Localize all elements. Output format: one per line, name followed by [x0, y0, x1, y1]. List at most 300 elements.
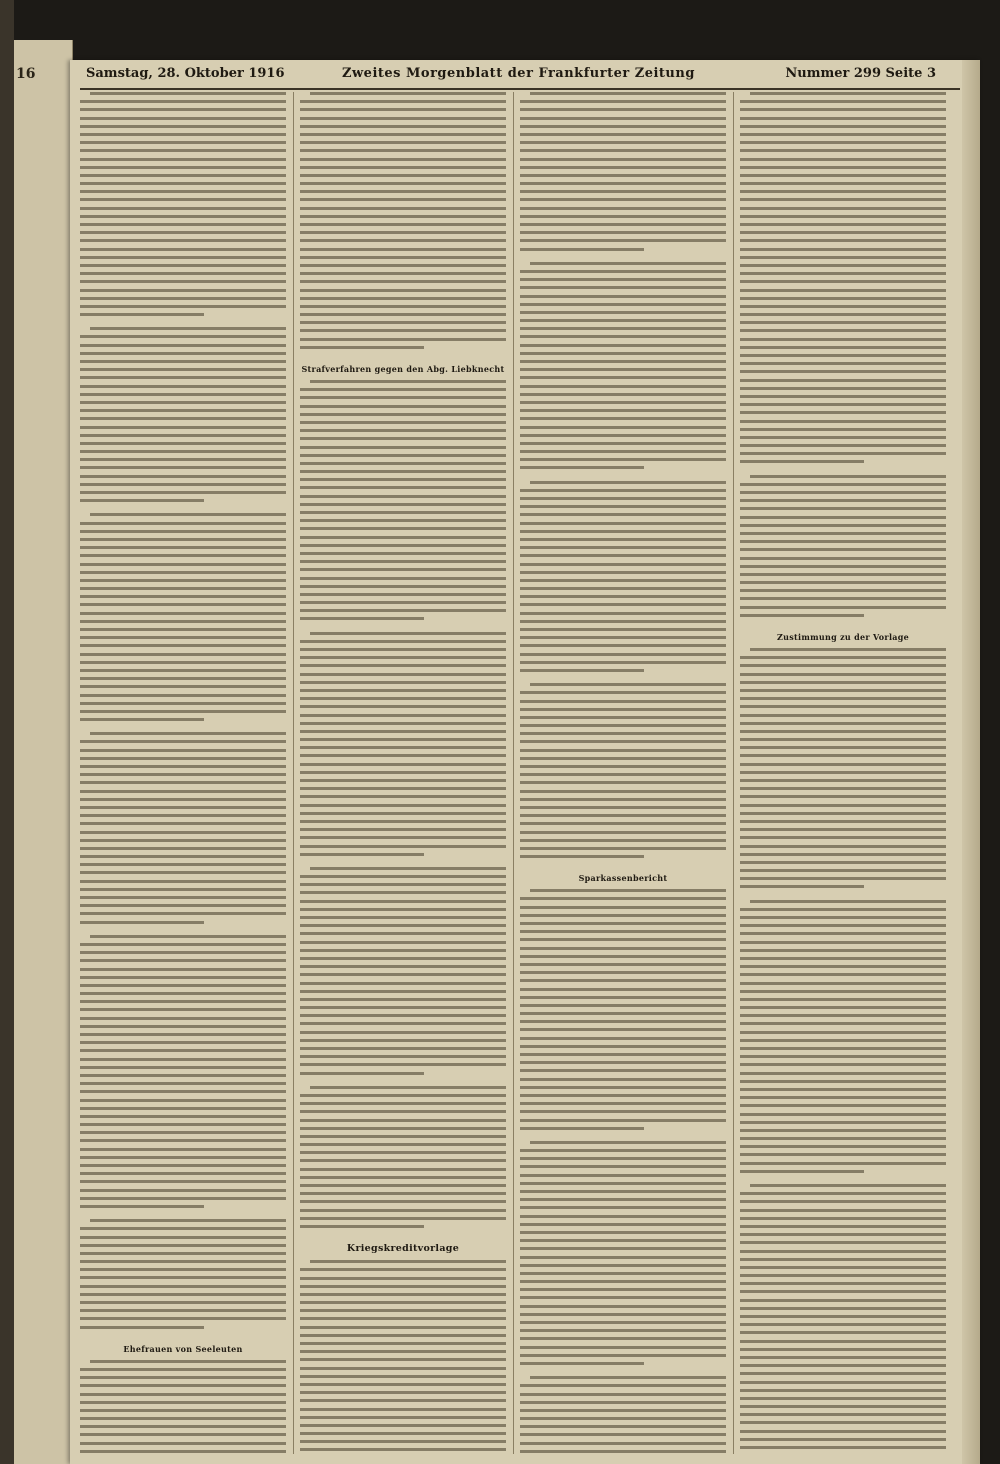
text-line	[300, 1119, 506, 1122]
text-line	[300, 125, 506, 128]
text-line	[740, 1290, 946, 1293]
text-line	[740, 957, 946, 960]
text-line	[740, 908, 946, 911]
text-line	[740, 491, 946, 494]
text-line	[740, 804, 946, 807]
text-line	[520, 335, 726, 338]
text-line	[80, 475, 286, 478]
text-line	[80, 1172, 286, 1175]
text-line	[300, 1424, 506, 1427]
text-line	[80, 912, 286, 915]
text-line	[80, 1197, 286, 1200]
text-line	[740, 795, 946, 798]
text-line	[80, 814, 286, 817]
text-line	[80, 1164, 286, 1167]
text-line	[80, 100, 286, 103]
text-line	[300, 1110, 506, 1113]
text-line	[520, 1110, 726, 1113]
text-line	[80, 749, 286, 752]
text-line	[740, 820, 946, 823]
text-line	[300, 609, 506, 612]
text-line	[520, 1450, 726, 1453]
text-line	[80, 628, 286, 631]
text-line	[80, 190, 286, 193]
text-line	[300, 1135, 506, 1138]
text-line	[740, 264, 946, 267]
text-line	[80, 368, 286, 371]
text-line	[520, 749, 726, 752]
text-line	[520, 522, 726, 525]
text-line	[520, 538, 726, 541]
text-line	[520, 855, 644, 858]
text-line	[520, 661, 726, 664]
text-line	[80, 718, 204, 721]
paragraph-gap	[300, 354, 506, 360]
text-line	[740, 1274, 946, 1277]
text-line	[300, 454, 506, 457]
text-line	[300, 949, 506, 952]
text-line	[300, 891, 506, 894]
text-line	[520, 1094, 726, 1097]
text-line	[740, 557, 946, 560]
text-line	[300, 256, 506, 259]
text-line	[300, 503, 506, 506]
text-line	[520, 1239, 726, 1242]
text-line	[300, 329, 506, 332]
text-line	[80, 740, 286, 743]
text-line	[80, 798, 286, 801]
text-line	[80, 158, 286, 161]
text-line	[300, 207, 506, 210]
text-line	[80, 1058, 286, 1061]
text-line	[80, 174, 286, 177]
text-line	[520, 1102, 726, 1105]
text-line	[740, 1258, 946, 1261]
text-line	[80, 702, 286, 705]
text-line	[80, 272, 286, 275]
text-line	[740, 714, 946, 717]
text-line	[520, 1264, 726, 1267]
text-line	[740, 540, 946, 543]
text-line	[80, 434, 286, 437]
text-line	[740, 1372, 946, 1375]
text-line	[300, 215, 506, 218]
text-line	[80, 992, 286, 995]
text-line	[520, 1012, 726, 1015]
text-line	[740, 141, 946, 144]
text-line	[300, 714, 506, 717]
column-3	[520, 92, 726, 1454]
text-line	[740, 362, 946, 365]
text-line	[520, 239, 726, 242]
text-line	[740, 990, 946, 993]
text-line	[740, 885, 864, 888]
text-line	[520, 1425, 726, 1428]
paragraph-gap	[520, 863, 726, 869]
text-line	[740, 861, 946, 864]
text-line	[740, 597, 946, 600]
text-line	[520, 207, 726, 210]
text-line	[740, 280, 946, 283]
text-line	[300, 1151, 506, 1154]
column-rule	[293, 92, 294, 1454]
text-line	[300, 585, 506, 588]
text-line	[520, 198, 726, 201]
text-line	[300, 437, 506, 440]
text-line	[740, 100, 946, 103]
text-line	[80, 108, 286, 111]
text-line	[740, 916, 946, 919]
text-line	[80, 847, 286, 850]
text-line	[300, 1055, 506, 1058]
text-line	[80, 1131, 286, 1134]
text-line	[740, 877, 946, 880]
text-line	[80, 685, 286, 688]
text-line	[520, 1190, 726, 1193]
section-heading: Sparkassenbericht	[578, 873, 668, 884]
text-line	[300, 117, 506, 120]
text-line	[740, 428, 946, 431]
text-line	[80, 653, 286, 656]
text-line	[740, 444, 946, 447]
text-line	[300, 1209, 506, 1212]
text-line	[80, 1099, 286, 1102]
text-line	[300, 1200, 506, 1203]
text-line	[740, 1006, 946, 1009]
text-line	[80, 1189, 286, 1192]
text-line	[300, 527, 506, 530]
text-line	[80, 765, 286, 768]
text-line	[80, 313, 204, 316]
text-line	[80, 499, 204, 502]
text-line	[740, 1121, 946, 1124]
text-line	[80, 239, 286, 242]
text-line	[740, 681, 946, 684]
text-line	[740, 411, 946, 414]
text-line	[300, 1277, 506, 1280]
text-line	[740, 1096, 946, 1099]
text-line	[740, 730, 946, 733]
text-line	[300, 1102, 506, 1105]
text-line	[80, 806, 286, 809]
text-line	[80, 1041, 286, 1044]
text-line	[520, 1182, 726, 1185]
text-line	[520, 806, 726, 809]
text-line	[300, 141, 506, 144]
text-line	[80, 1000, 286, 1003]
text-line	[80, 1066, 286, 1069]
text-line	[740, 321, 946, 324]
text-line	[520, 190, 726, 193]
text-line	[520, 166, 726, 169]
text-line	[520, 1417, 726, 1420]
text-line	[740, 460, 864, 463]
text-line	[520, 814, 726, 817]
text-line	[740, 1348, 946, 1351]
text-line	[300, 1192, 506, 1195]
text-line	[520, 1272, 726, 1275]
text-line	[520, 1337, 726, 1340]
text-line	[300, 289, 506, 292]
text-line	[520, 1409, 726, 1412]
text-line	[80, 871, 286, 874]
text-line	[80, 360, 286, 363]
text-line	[300, 297, 506, 300]
text-line	[80, 710, 286, 713]
text-line	[300, 1285, 506, 1288]
text-line	[520, 963, 726, 966]
text-line	[520, 530, 726, 533]
text-line	[300, 1063, 506, 1066]
text-line	[80, 1384, 286, 1387]
text-line	[740, 256, 946, 259]
text-line	[300, 560, 506, 563]
text-line	[520, 757, 726, 760]
text-line	[80, 522, 286, 525]
text-line	[740, 932, 946, 935]
text-line	[740, 1209, 946, 1212]
text-line	[740, 1446, 946, 1449]
text-line	[740, 507, 946, 510]
text-line	[300, 722, 506, 725]
text-line	[90, 1219, 286, 1222]
text-line	[740, 689, 946, 692]
text-line	[740, 117, 946, 120]
text-line	[520, 466, 644, 469]
text-line	[520, 125, 726, 128]
text-line	[300, 990, 506, 993]
text-line	[300, 1225, 424, 1228]
text-line	[300, 1367, 506, 1370]
text-line	[300, 957, 506, 960]
text-line	[310, 1260, 506, 1263]
paragraph-gap	[80, 1334, 286, 1340]
text-line	[80, 831, 286, 834]
text-line	[310, 1086, 506, 1089]
text-line	[520, 223, 726, 226]
text-line	[80, 959, 286, 962]
text-line	[300, 1047, 506, 1050]
text-line	[520, 426, 726, 429]
text-line	[520, 1149, 726, 1152]
text-line	[520, 1028, 726, 1031]
text-line	[520, 327, 726, 330]
text-line	[740, 483, 946, 486]
text-line	[740, 828, 946, 831]
text-line	[80, 376, 286, 379]
text-line	[520, 1442, 726, 1445]
text-line	[300, 1448, 506, 1451]
text-line	[520, 149, 726, 152]
text-line	[300, 973, 506, 976]
text-line	[300, 1391, 506, 1394]
text-line	[740, 1225, 946, 1228]
text-line	[520, 653, 726, 656]
text-line	[300, 272, 506, 275]
text-line	[740, 182, 946, 185]
text-line	[520, 571, 726, 574]
text-line	[300, 965, 506, 968]
text-line	[300, 795, 506, 798]
text-line	[520, 344, 726, 347]
text-line	[300, 313, 506, 316]
text-line	[80, 1049, 286, 1052]
text-line	[300, 845, 506, 848]
text-line	[300, 495, 506, 498]
text-line	[80, 1326, 204, 1329]
text-line	[300, 689, 506, 692]
text-line	[300, 519, 506, 522]
text-line	[300, 875, 506, 878]
text-line	[80, 182, 286, 185]
text-line	[740, 1170, 864, 1173]
text-line	[740, 436, 946, 439]
text-line	[300, 108, 506, 111]
text-line	[300, 182, 506, 185]
text-line	[740, 403, 946, 406]
text-line	[740, 516, 946, 519]
text-line	[300, 1072, 424, 1075]
text-line	[300, 305, 506, 308]
text-line	[300, 900, 506, 903]
text-line	[520, 1198, 726, 1201]
text-line	[300, 1375, 506, 1378]
text-line	[300, 1326, 506, 1329]
text-line	[80, 968, 286, 971]
text-line	[300, 763, 506, 766]
text-line	[520, 117, 726, 120]
text-line	[300, 1127, 506, 1130]
text-line	[740, 231, 946, 234]
text-line	[520, 434, 726, 437]
text-line	[300, 486, 506, 489]
text-line	[300, 1168, 506, 1171]
text-line	[520, 1157, 726, 1160]
text-line	[520, 988, 726, 991]
text-line	[80, 888, 286, 891]
text-line	[520, 947, 726, 950]
text-line	[300, 231, 506, 234]
text-line	[740, 207, 946, 210]
text-line	[520, 938, 726, 941]
text-line	[750, 92, 946, 95]
text-line	[520, 1305, 726, 1308]
text-line	[80, 393, 286, 396]
text-line	[520, 401, 726, 404]
text-line	[740, 1080, 946, 1083]
text-line	[740, 305, 946, 308]
text-line	[740, 779, 946, 782]
text-line	[80, 1205, 204, 1208]
text-line	[740, 1266, 946, 1269]
text-line	[300, 1006, 506, 1009]
text-line	[80, 839, 286, 842]
text-line	[80, 773, 286, 776]
text-line	[520, 1061, 726, 1064]
text-line	[520, 497, 726, 500]
text-line	[300, 804, 506, 807]
text-line	[520, 740, 726, 743]
text-line	[300, 1268, 506, 1271]
text-line	[530, 481, 726, 484]
text-line	[80, 1393, 286, 1396]
text-line	[90, 327, 286, 330]
text-line	[300, 1432, 506, 1435]
text-line	[520, 108, 726, 111]
text-line	[520, 1119, 726, 1122]
text-line	[80, 951, 286, 954]
text-line	[80, 1401, 286, 1404]
text-line	[80, 149, 286, 152]
text-line	[520, 979, 726, 982]
header-page-number: Nummer 299 Seite 3	[785, 66, 936, 81]
text-line	[740, 836, 946, 839]
text-line	[750, 648, 946, 651]
text-line	[740, 1381, 946, 1384]
text-line	[300, 1350, 506, 1353]
text-line	[300, 617, 424, 620]
text-line	[520, 595, 726, 598]
text-line	[300, 264, 506, 267]
text-line	[80, 385, 286, 388]
text-line	[80, 1156, 286, 1159]
text-line	[520, 587, 726, 590]
text-line	[80, 530, 286, 533]
text-line	[300, 1383, 506, 1386]
text-line	[80, 1425, 286, 1428]
text-line	[740, 1022, 946, 1025]
text-line	[520, 1004, 726, 1007]
text-line	[80, 1090, 286, 1093]
text-line	[740, 1104, 946, 1107]
text-line	[300, 648, 506, 651]
text-line	[80, 1276, 286, 1279]
section-heading: Ehefrauen von Seeleuten	[123, 1343, 243, 1354]
text-line	[300, 916, 506, 919]
text-line	[300, 771, 506, 774]
text-line	[740, 1356, 946, 1359]
text-line	[80, 1252, 286, 1255]
text-line	[740, 1421, 946, 1424]
text-line	[300, 462, 506, 465]
text-line	[300, 388, 506, 391]
text-line	[520, 612, 726, 615]
text-line	[740, 1088, 946, 1091]
text-line	[740, 941, 946, 944]
text-line	[80, 863, 286, 866]
text-line	[740, 573, 946, 576]
text-line	[300, 1309, 506, 1312]
text-line	[740, 239, 946, 242]
text-line	[520, 732, 726, 735]
text-line	[740, 420, 946, 423]
text-line	[520, 790, 726, 793]
text-line	[300, 470, 506, 473]
text-line	[80, 976, 286, 979]
text-line	[80, 1376, 286, 1379]
text-line	[740, 1397, 946, 1400]
text-line	[520, 822, 726, 825]
text-line	[740, 524, 946, 527]
text-line	[80, 133, 286, 136]
text-columns	[80, 92, 960, 1454]
text-line	[520, 319, 726, 322]
text-line	[740, 1192, 946, 1195]
text-line	[80, 1417, 286, 1420]
text-line	[300, 1440, 506, 1443]
text-line	[80, 215, 286, 218]
text-line	[80, 1227, 286, 1230]
